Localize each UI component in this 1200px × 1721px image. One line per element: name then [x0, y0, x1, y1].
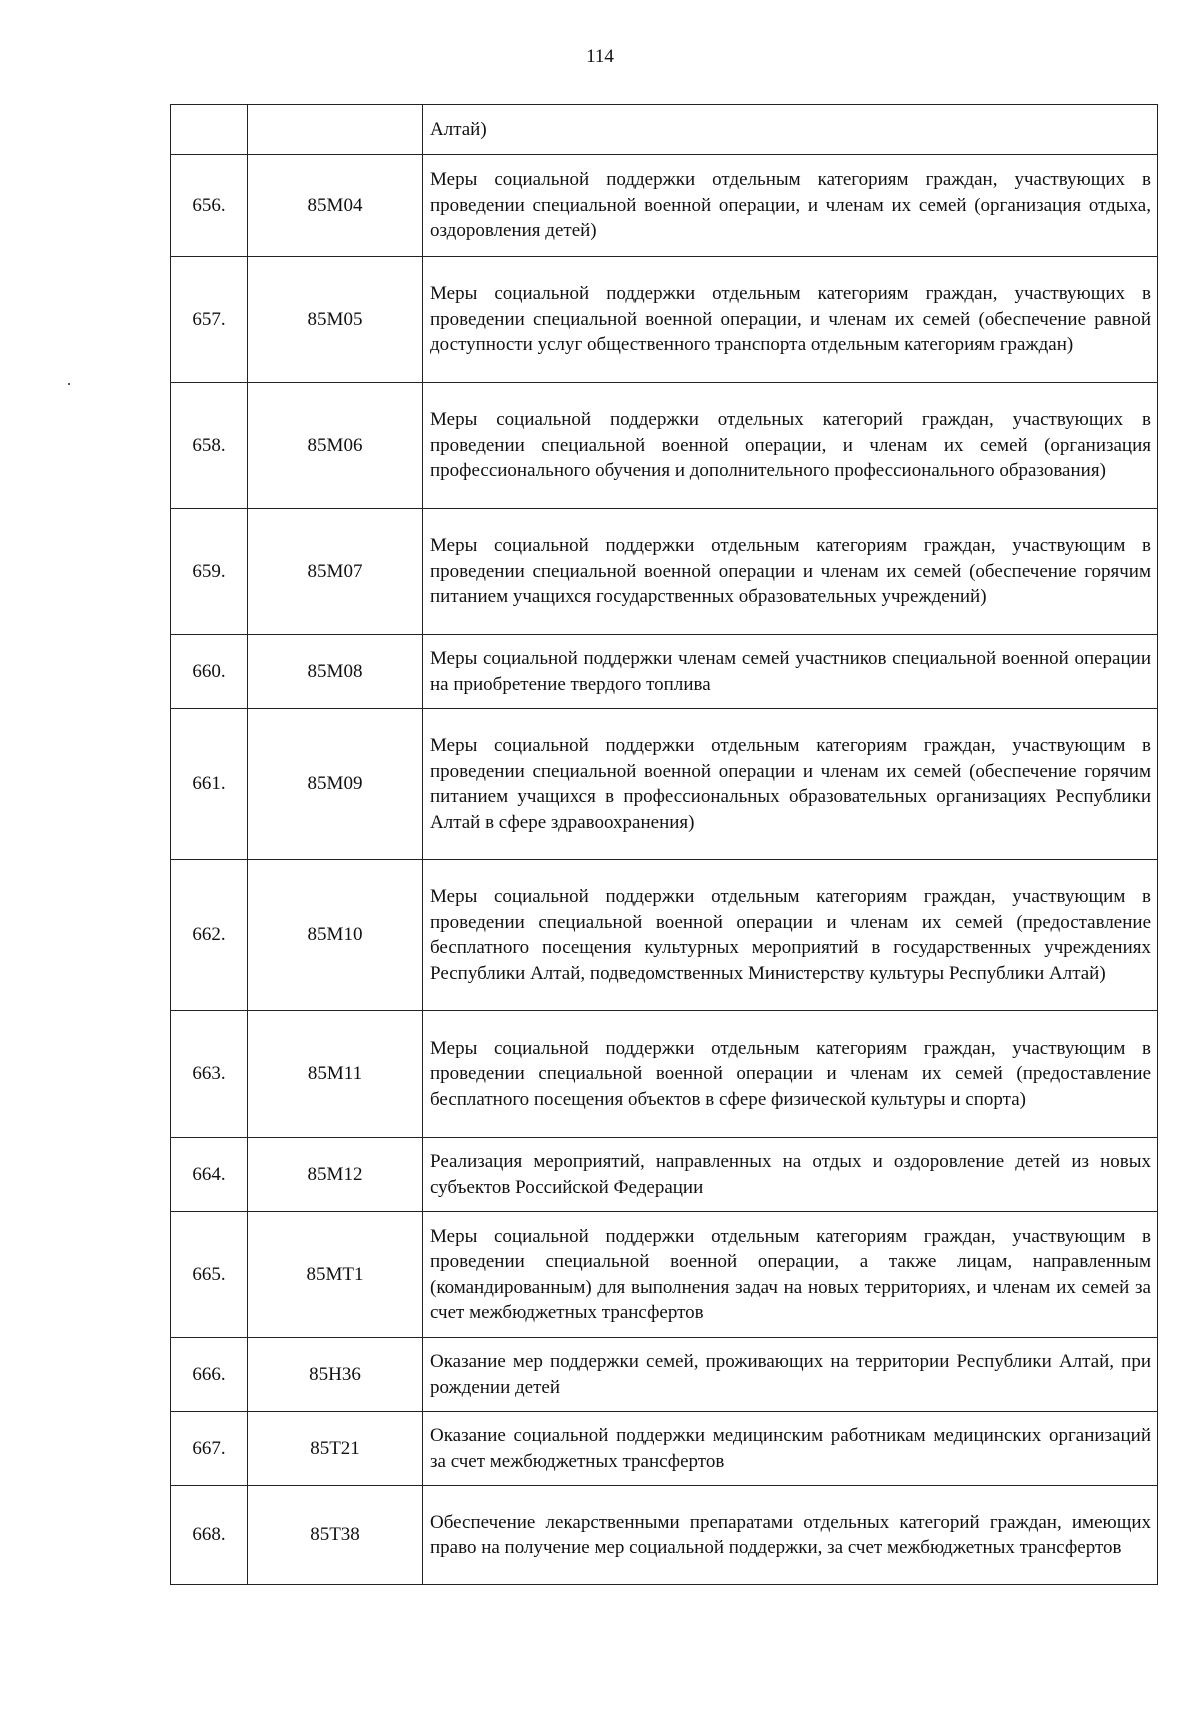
row-number: 659.	[171, 509, 248, 635]
table-row	[171, 635, 1158, 709]
row-number: 661.	[171, 709, 248, 860]
table-row	[171, 257, 1158, 383]
row-description: Оказание социальной поддержки медицинским работникам медицинских организаций за счет межбюджетных трансфертов	[423, 1412, 1158, 1486]
row-number: 658.	[171, 383, 248, 509]
row-number: 668.	[171, 1486, 248, 1585]
row-description: Реализация мероприятий, направленных на отдых и оздоровление детей из новых субъектов Российской Федерации	[423, 1138, 1158, 1212]
row-code: 85М05	[248, 257, 423, 383]
row-code: 85М08	[248, 635, 423, 709]
table-row	[171, 155, 1158, 257]
row-description: Меры социальной поддержки отдельным категориям граждан, участвующих в проведении специальной военной операции, и членам их семей (организация отдыха, оздоровления детей)	[423, 155, 1158, 257]
table-row	[171, 1412, 1158, 1486]
row-code	[248, 105, 423, 155]
row-number: 666.	[171, 1338, 248, 1412]
table-row	[171, 1338, 1158, 1412]
row-code: 85М06	[248, 383, 423, 509]
row-code: 85Т21	[248, 1412, 423, 1486]
row-number: 660.	[171, 635, 248, 709]
row-code: 85МТ1	[248, 1212, 423, 1338]
table-row	[171, 105, 1158, 155]
page-number: 114	[586, 46, 614, 67]
row-number: 663.	[171, 1011, 248, 1138]
row-code: 85Т38	[248, 1486, 423, 1585]
row-description: Обеспечение лекарственными препаратами отдельных категорий граждан, имеющих право на получение мер социальной поддержки, за счет межбюджетных трансфертов	[423, 1486, 1158, 1585]
table-row	[171, 709, 1158, 860]
row-code: 85М07	[248, 509, 423, 635]
table-row	[171, 1011, 1158, 1138]
row-description: Меры социальной поддержки отдельным категориям граждан, участвующим в проведении специальной военной операции и членам их семей (обеспечение горячим питанием учащихся государственных образовательных учреждений)	[423, 509, 1158, 635]
table-row	[171, 1212, 1158, 1338]
row-number: 664.	[171, 1138, 248, 1212]
budget-codes-table	[170, 104, 1158, 1585]
row-description: Меры социальной поддержки отдельным категориям граждан, участвующим в проведении специальной военной операции, а также лицам, направленным (командированным) для выполнения задач на новых территориях, и членам их семей за счет межбюджетных трансфертов	[423, 1212, 1158, 1338]
row-description: Меры социальной поддержки отдельным категориям граждан, участвующим в проведении специальной военной операции и членам их семей (обеспечение горячим питанием учащихся в профессиональных образовательных организациях Республики Алтай в сфере здравоохранения)	[423, 709, 1158, 860]
row-number: 667.	[171, 1412, 248, 1486]
table-row	[171, 383, 1158, 509]
row-description: Оказание мер поддержки семей, проживающих на территории Республики Алтай, при рождении детей	[423, 1338, 1158, 1412]
scan-artifact-dot	[68, 383, 70, 385]
table-row	[171, 1486, 1158, 1585]
row-description: Меры социальной поддержки отдельным категориям граждан, участвующим в проведении специальной военной операции и членам их семей (предоставление бесплатного посещения культурных мероприятий в государственных учреждениях Республики Алтай, подведомственных Министерству культуры Республики Алтай)	[423, 860, 1158, 1011]
row-number: 662.	[171, 860, 248, 1011]
row-number: 665.	[171, 1212, 248, 1338]
row-description: Меры социальной поддержки отдельным категориям граждан, участвующим в проведении специальной военной операции и членам их семей (предоставление бесплатного посещения объектов в сфере физической культуры и спорта)	[423, 1011, 1158, 1138]
row-number: 657.	[171, 257, 248, 383]
row-code: 85М09	[248, 709, 423, 860]
row-description: Меры социальной поддержки отдельным категориям граждан, участвующих в проведении специальной военной операции, и членам их семей (обеспечение равной доступности услуг общественного транспорта отдельным категориям граждан)	[423, 257, 1158, 383]
row-description: Алтай)	[423, 105, 1158, 155]
row-code: 85М12	[248, 1138, 423, 1212]
table-row	[171, 860, 1158, 1011]
row-number: 656.	[171, 155, 248, 257]
table-row	[171, 1138, 1158, 1212]
row-code: 85М11	[248, 1011, 423, 1138]
row-description: Меры социальной поддержки членам семей участников специальной военной операции на приобретение твердого топлива	[423, 635, 1158, 709]
row-code: 85М10	[248, 860, 423, 1011]
row-code: 85Н36	[248, 1338, 423, 1412]
row-number	[171, 105, 248, 155]
row-description: Меры социальной поддержки отдельных категорий граждан, участвующих в проведении специальной военной операции, и членам их семей (организация профессионального обучения и дополнительного профессионального образования)	[423, 383, 1158, 509]
table-row	[171, 509, 1158, 635]
row-code: 85М04	[248, 155, 423, 257]
